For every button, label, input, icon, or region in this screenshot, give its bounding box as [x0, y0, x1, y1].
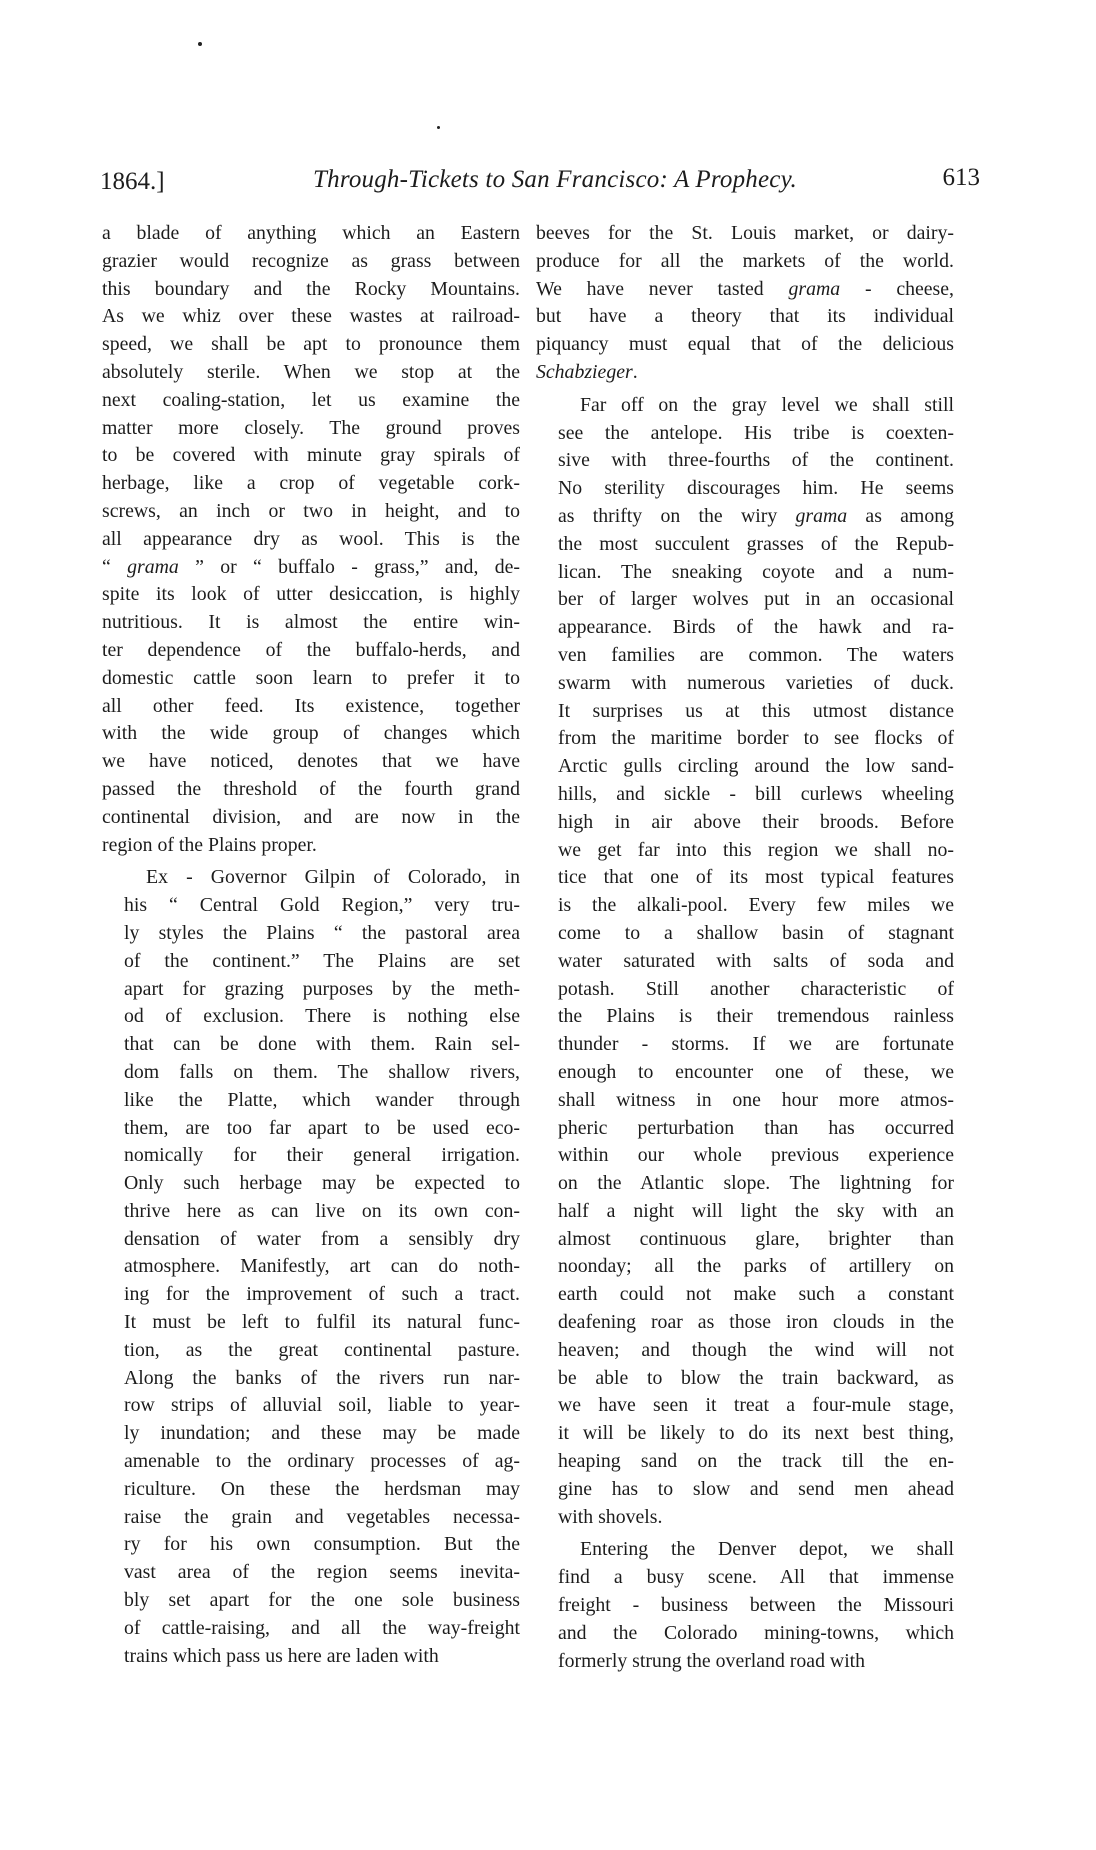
- text-line: on the Atlantic slope. The lightning for: [558, 1172, 954, 1195]
- text-line: to be covered with minute gray spirals of: [102, 444, 520, 467]
- text-line: atmosphere. Manifestly, art can do noth-: [124, 1255, 520, 1278]
- text-line: them, are too far apart to be used eco-: [124, 1116, 520, 1139]
- paragraph: [102, 220, 520, 859]
- text-line: freight - business between the Missouri: [558, 1594, 954, 1617]
- text-line: region of the Plains proper.: [102, 833, 317, 856]
- text-line: high in air above their broods. Before: [558, 810, 954, 833]
- text-line: all other feed. Its existence, together: [102, 694, 520, 717]
- text-line: dom falls on them. The shallow rivers,: [124, 1060, 520, 1083]
- text-line: noonday; all the parks of artillery on: [558, 1255, 954, 1278]
- text-line: trains which pass us here are laden with: [124, 1644, 439, 1667]
- text-line: of the continent.” The Plains are set: [124, 949, 520, 972]
- text-line: come to a shallow basin of stagnant: [558, 921, 954, 944]
- page-number: 613: [942, 164, 980, 191]
- text-line: shall witness in one hour more atmos-: [558, 1088, 954, 1111]
- text-line: It surprises us at this utmost distance: [558, 699, 954, 722]
- text-line: As we whiz over these wastes at railroad-: [102, 305, 520, 328]
- text-line: Far off on the gray level we shall still: [580, 393, 954, 416]
- text-line: lican. The sneaking coyote and a num-: [558, 560, 954, 583]
- text-line: ter dependence of the buffalo-herds, and: [102, 638, 520, 661]
- text-line: gine has to slow and send men ahead: [558, 1477, 954, 1500]
- text-line: thunder - storms. If we are fortunate: [558, 1033, 954, 1056]
- text-line: domestic cattle soon learn to prefer it to: [102, 666, 520, 689]
- text-line: riculture. On these the herdsman may: [124, 1477, 520, 1500]
- text-line: Schabzieger.: [536, 360, 638, 383]
- text-line: spite its look of utter desiccation, is highly: [102, 583, 520, 606]
- text-line: water saturated with salts of soda and: [558, 949, 954, 972]
- text-line: we get far into this region we shall no-: [558, 838, 954, 861]
- text-line: like the Platte, which wander through: [124, 1088, 520, 1111]
- text-line: enough to encounter one of these, we: [558, 1060, 954, 1083]
- text-line: Entering the Denver depot, we shall: [580, 1538, 954, 1561]
- text-line: ven families are common. The waters: [558, 643, 954, 666]
- text-line: with shovels.: [558, 1505, 663, 1528]
- text-line: heaping sand on the track till the en-: [558, 1450, 954, 1473]
- text-line: the Plains is their tremendous rainless: [558, 1005, 954, 1028]
- text-line: Along the banks of the rivers run nar-: [124, 1366, 520, 1389]
- text-line: nutritious. It is almost the entire win-: [102, 611, 520, 634]
- text-line: vast area of the region seems inevita-: [124, 1561, 520, 1584]
- text-line: ber of larger wolves put in an occasional: [558, 588, 954, 611]
- text-line: sive with three-fourths of the continent.: [558, 449, 954, 472]
- text-line: that can be done with them. Rain sel-: [124, 1033, 520, 1056]
- text-line: grazier would recognize as grass between: [102, 249, 520, 272]
- text-line: his “ Central Gold Region,” very tru-: [124, 894, 520, 917]
- text-line: speed, we shall be apt to pronounce them: [102, 333, 520, 356]
- text-line: passed the threshold of the fourth grand: [102, 777, 520, 800]
- text-line: tion, as the great continental pasture.: [124, 1338, 520, 1361]
- text-line: pheric perturbation than has occurred: [558, 1116, 954, 1139]
- paragraph: [536, 1536, 954, 1675]
- text-line: apart for grazing purposes by the meth-: [124, 977, 520, 1000]
- text-line: ly inundation; and these may be made: [124, 1422, 520, 1445]
- text-line: formerly strung the overland road with: [558, 1649, 866, 1672]
- text-line: produce for all the markets of the world.: [536, 249, 954, 272]
- text-line: Ex - Governor Gilpin of Colorado, in: [146, 866, 520, 889]
- text-line: herbage, like a crop of vegetable cork-: [102, 472, 520, 495]
- text-line: within our whole previous experience: [558, 1144, 954, 1167]
- text-line: it will be likely to do its next best thing,: [558, 1422, 954, 1445]
- header-date: 1864.]: [100, 168, 165, 195]
- text-line: is the alkali-pool. Every few miles we: [558, 894, 954, 917]
- text-line: the most succulent grasses of the Repub-: [558, 532, 954, 555]
- text-line: densation of water from a sensibly dry: [124, 1227, 520, 1250]
- text-line: and the Colorado mining-towns, which: [558, 1621, 954, 1644]
- text-line: swarm with numerous varieties of duck.: [558, 671, 954, 694]
- text-line: ly styles the Plains “ the pastoral area: [124, 921, 520, 944]
- text-line: thrive here as can live on its own con-: [124, 1199, 520, 1222]
- text-line: heaven; and though the wind will not: [558, 1338, 954, 1361]
- text-line: “ grama ” or “ buffalo - grass,” and, de-: [102, 555, 520, 578]
- text-line: earth could not make such a constant: [558, 1283, 954, 1306]
- text-line: screws, an inch or two in height, and to: [102, 499, 520, 522]
- running-title: Through-Tickets to San Francisco: A Prophecy.: [313, 166, 797, 193]
- paragraph: [102, 864, 520, 1670]
- text-line: continental division, and are now in the: [102, 805, 520, 828]
- paragraph: [536, 220, 954, 387]
- text-line: as thrifty on the wiry grama as among: [558, 504, 954, 527]
- text-line: nomically for their general irrigation.: [124, 1144, 520, 1167]
- text-line: appearance. Birds of the hawk and ra-: [558, 616, 954, 639]
- running-header: [100, 160, 980, 200]
- text-line: raise the grain and vegetables necessa-: [124, 1505, 520, 1528]
- text-line: Arctic gulls circling around the low sand-: [558, 755, 954, 778]
- print-speck: [437, 126, 440, 129]
- paragraph: [536, 392, 954, 1532]
- right-column: [536, 220, 954, 1675]
- text-line: matter more closely. The ground proves: [102, 416, 520, 439]
- text-line: this boundary and the Rocky Mountains.: [102, 277, 520, 300]
- text-line: be able to blow the train backward, as: [558, 1366, 954, 1389]
- text-line: almost continuous glare, brighter than: [558, 1227, 954, 1250]
- left-column: [102, 220, 520, 1670]
- text-line: from the maritime border to see flocks of: [558, 727, 954, 750]
- text-line: but have a theory that its individual: [536, 305, 954, 328]
- text-line: hills, and sickle - bill curlews wheeling: [558, 782, 954, 805]
- text-line: bly set apart for the one sole business: [124, 1589, 520, 1612]
- text-line: beeves for the St. Louis market, or dairy-: [536, 222, 954, 244]
- text-line: tice that one of its most typical features: [558, 866, 954, 889]
- text-line: Only such herbage may be expected to: [124, 1172, 520, 1195]
- print-speck: [198, 42, 202, 46]
- text-line: next coaling-station, let us examine the: [102, 388, 520, 411]
- text-line: with the wide group of changes which: [102, 722, 520, 745]
- text-line: piquancy must equal that of the delicious: [536, 333, 954, 356]
- text-line: No sterility discourages him. He seems: [558, 477, 954, 500]
- text-line: a blade of anything which an Eastern: [102, 222, 520, 244]
- text-line: od of exclusion. There is nothing else: [124, 1005, 520, 1028]
- text-line: amenable to the ordinary processes of ag-: [124, 1450, 520, 1473]
- text-line: find a busy scene. All that immense: [558, 1566, 954, 1589]
- text-line: potash. Still another characteristic of: [558, 977, 954, 1000]
- text-line: half a night will light the sky with an: [558, 1199, 954, 1222]
- text-line: ry for his own consumption. But the: [124, 1533, 520, 1556]
- text-line: absolutely sterile. When we stop at the: [102, 360, 520, 383]
- text-line: of cattle-raising, and all the way-freight: [124, 1616, 520, 1639]
- text-line: we have seen it treat a four-mule stage,: [558, 1394, 954, 1417]
- text-line: ing for the improvement of such a tract.: [124, 1283, 520, 1306]
- text-line: It must be left to fulfil its natural func-: [124, 1311, 520, 1334]
- text-line: deafening roar as those iron clouds in the: [558, 1311, 954, 1334]
- text-line: We have never tasted grama - cheese,: [536, 277, 954, 300]
- text-line: see the antelope. His tribe is coexten-: [558, 421, 954, 444]
- text-line: we have noticed, denotes that we have: [102, 750, 520, 773]
- text-line: row strips of alluvial soil, liable to year-: [124, 1394, 520, 1417]
- text-line: all appearance dry as wool. This is the: [102, 527, 520, 550]
